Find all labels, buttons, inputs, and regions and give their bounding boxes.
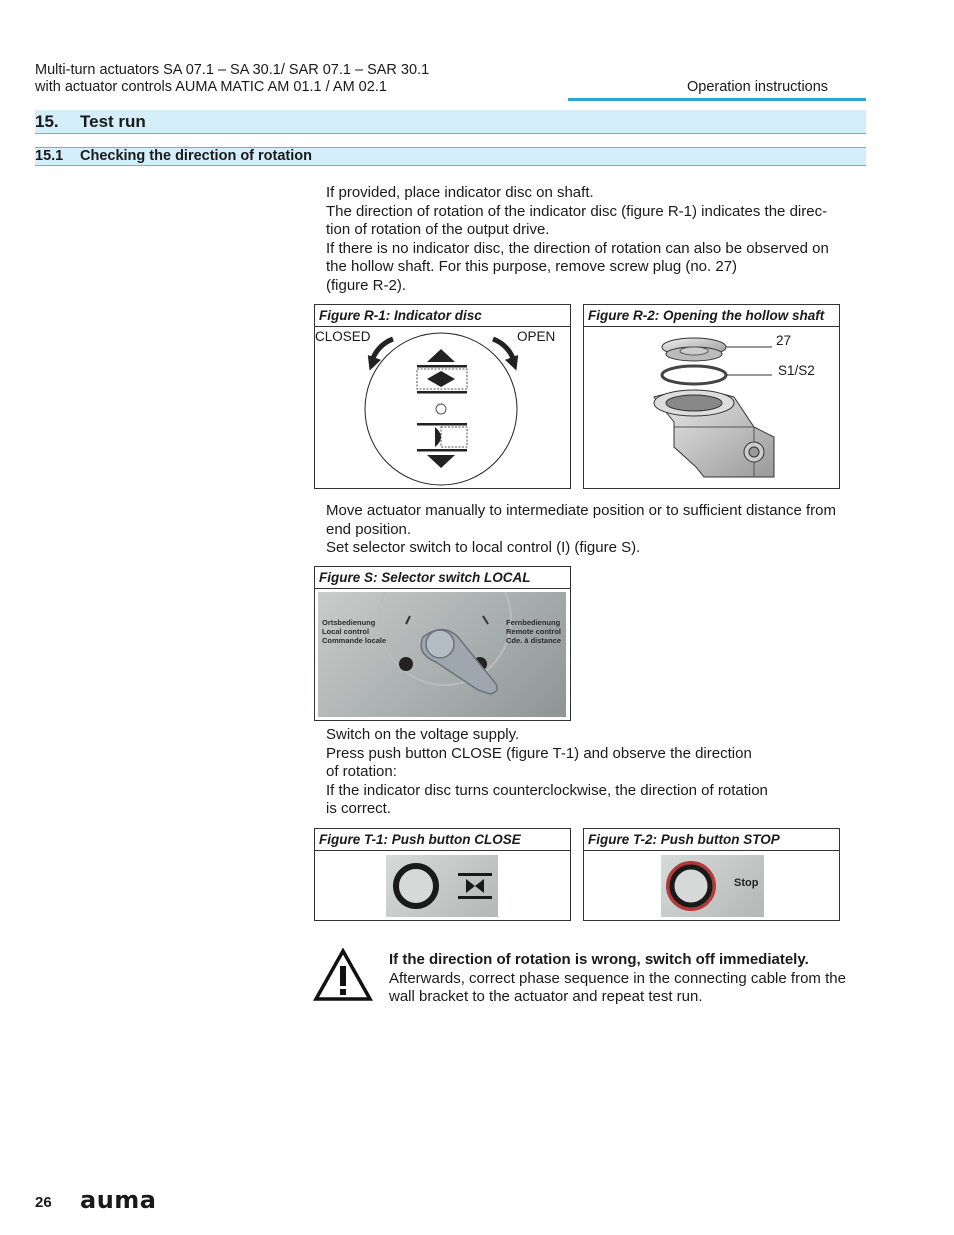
text-line: The direction of rotation of the indicator disc (figure R-1) indicates the direc- [326, 202, 828, 220]
warning-bold-line: If the direction of rotation is wrong, switch off immediately. [389, 951, 809, 968]
label-closed: CLOSED [315, 329, 371, 344]
label-seal: S1/S2 [778, 363, 815, 378]
label-open: OPEN [517, 329, 556, 344]
paragraph-move-actuator [326, 502, 836, 558]
figure-body [584, 851, 839, 920]
figure-s-selector-switch [314, 566, 571, 721]
figure-t1-push-button-close [314, 828, 571, 921]
remote-control-text: Fernbedienung Remote control Cde. à distance [506, 618, 562, 645]
figure-r1-indicator-disc [314, 304, 571, 489]
selector-knob-icon [318, 592, 566, 717]
header-title-line2: with actuator controls AUMA MATIC AM 01.1 / AM 02.1 [35, 79, 387, 95]
text-line: Move actuator manually to intermediate position or to sufficient distance from [326, 502, 836, 519]
page-number: 26 [35, 1194, 52, 1211]
header-doc-type: Operation instructions [687, 79, 829, 95]
text-line: If the indicator disc turns counterclockwise, the direction of rotation [326, 781, 768, 799]
text-line: the hollow shaft. For this purpose, remove screw plug (no. 27) [326, 258, 738, 276]
figure-caption: Figure S: Selector switch LOCAL [315, 567, 570, 589]
header-rule [568, 98, 866, 101]
text-line: Press push button CLOSE (figure T-1) and observe the direction [326, 744, 752, 762]
text-line: Set selector switch to local control (I) (figure S). [326, 539, 641, 557]
auma-logo: auma [80, 1186, 157, 1214]
hollow-shaft-drawing [584, 327, 839, 488]
figure-r2-hollow-shaft [583, 304, 840, 489]
figure-caption: Figure R-2: Opening the hollow shaft [584, 305, 839, 327]
close-button-photo [386, 855, 498, 917]
text-line: tion of rotation of the output drive. [326, 221, 550, 239]
text-line: Switch on the voltage supply. [326, 726, 520, 743]
indicator-disc-drawing [315, 327, 570, 488]
text-line: is correct. [326, 800, 392, 818]
paragraph-switch-on [326, 726, 768, 819]
section-heading [35, 110, 866, 134]
section-title: Test run [80, 112, 146, 131]
close-button-icon [386, 855, 498, 917]
text-line: If provided, place indicator disc on shaft. [326, 184, 594, 201]
selector-switch-photo [318, 592, 566, 717]
subsection-heading [35, 147, 866, 166]
stop-button-photo [661, 855, 764, 917]
local-control-text: Ortsbedienung Local control Commande locale [322, 618, 387, 645]
figure-caption: Figure R-1: Indicator disc [315, 305, 570, 327]
section-number: 15. [35, 112, 59, 131]
text-line: end position. [326, 520, 412, 538]
stop-button-label: Stop [734, 877, 759, 889]
subsection-number: 15.1 [35, 148, 64, 164]
text-line: of rotation: [326, 763, 397, 781]
text-line: If there is no indicator disc, the direction of rotation can also be observed on [326, 239, 829, 257]
label-screw-plug: 27 [776, 333, 792, 348]
text-line: wall bracket to the actuator and repeat test run. [389, 988, 703, 1006]
figure-t2-push-button-stop [583, 828, 840, 921]
figure-caption: Figure T-1: Push button CLOSE [315, 829, 570, 851]
figure-body [584, 327, 839, 488]
header-title-line1: Multi-turn actuators SA 07.1 – SA 30.1/ SAR 07.1 – SAR 30.1 [35, 62, 430, 78]
text-line: Afterwards, correct phase sequence in the connecting cable from the [389, 969, 846, 987]
figure-caption: Figure T-2: Push button STOP [584, 829, 839, 851]
subsection-title: Checking the direction of rotation [80, 148, 313, 164]
figure-body [315, 327, 570, 488]
warning-text [389, 951, 846, 1007]
figure-body [315, 851, 570, 920]
text-line: (figure R-2). [326, 276, 407, 294]
warning-triangle-icon [313, 948, 373, 1002]
figure-body [315, 589, 570, 720]
paragraph-intro [326, 184, 829, 296]
